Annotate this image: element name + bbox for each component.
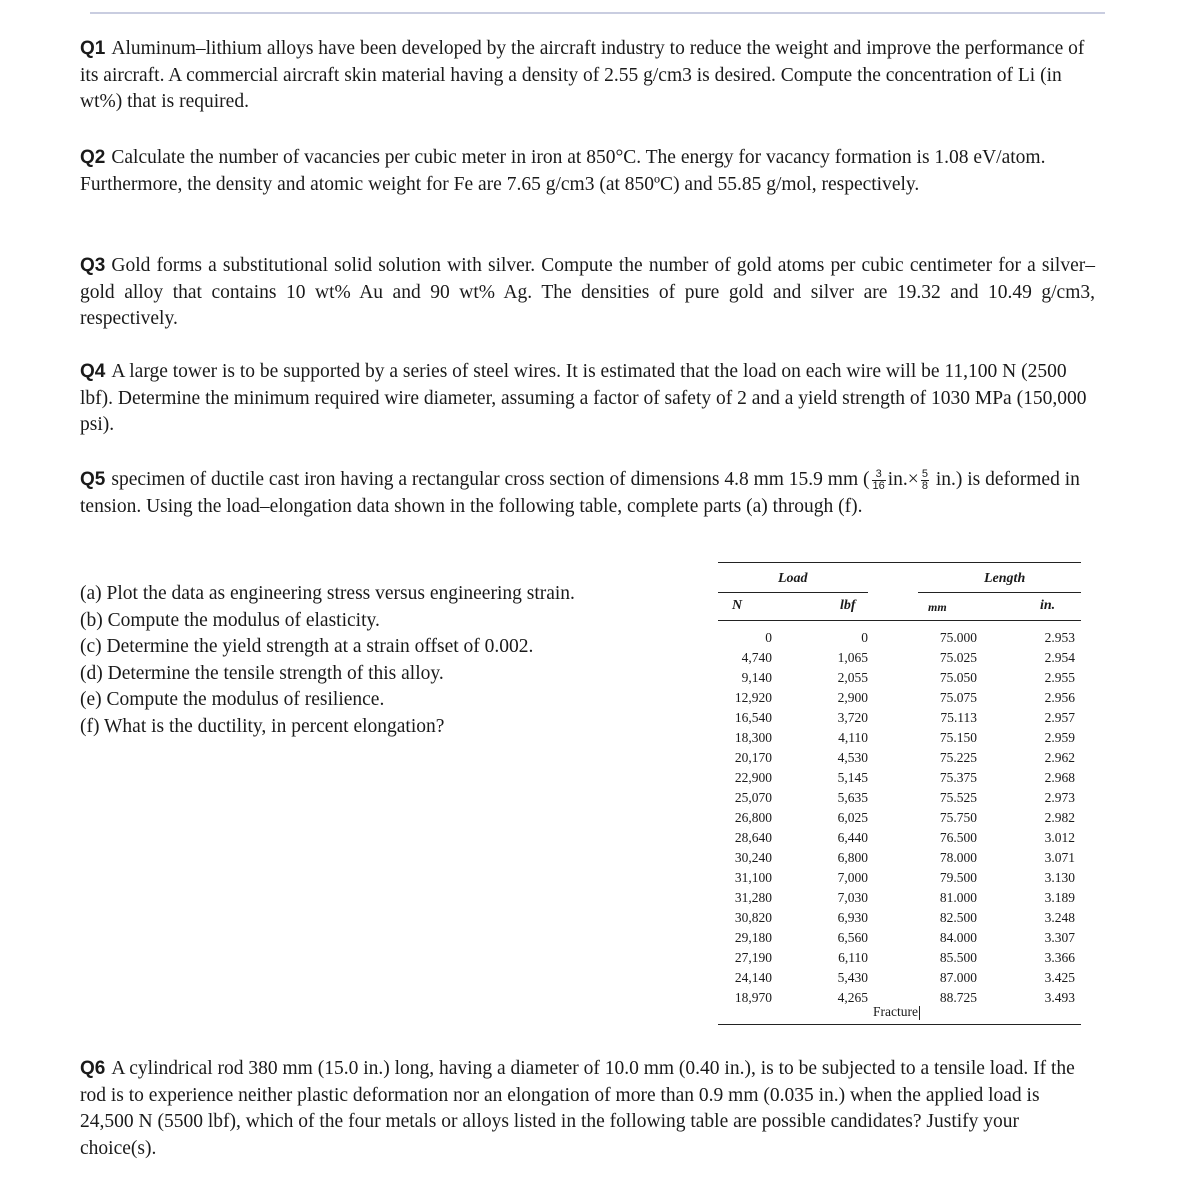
table-cell: 2.955 bbox=[1044, 670, 1075, 685]
table-cell: 6,930 bbox=[837, 910, 868, 925]
top-divider bbox=[90, 12, 1105, 14]
table-cell: 20,170 bbox=[734, 750, 772, 765]
table-cell: 18,970 bbox=[734, 990, 772, 1005]
table-cell: 3.493 bbox=[1044, 990, 1075, 1005]
table-cell: 31,100 bbox=[734, 870, 772, 885]
column-newtons bbox=[718, 628, 772, 1008]
table-cell: 2.954 bbox=[1044, 650, 1075, 665]
table-top-rule bbox=[718, 562, 1081, 563]
question-5-parts bbox=[80, 581, 700, 740]
table-cell: 5,145 bbox=[837, 770, 868, 785]
table-cell: 6,800 bbox=[837, 850, 868, 865]
table-cell: 12,920 bbox=[734, 690, 772, 705]
length-group-rule bbox=[918, 592, 1081, 593]
table-cell: 4,740 bbox=[741, 650, 772, 665]
table-cell: 0 bbox=[861, 630, 868, 645]
table-cell: 7,030 bbox=[837, 890, 868, 905]
fraction-three-sixteenths: $\frac{3}{16}$ bbox=[872, 468, 885, 493]
question-1 bbox=[80, 36, 1095, 116]
question-text: A cylindrical rod 380 mm (15.0 in.) long, having a diameter of 10.0 mm (0.40 in.), is to be subjected to a tensile load. If the rod is to experience neither plastic deformation nor an elongation of more than 0.9 mm (0.035 in.) when the applied load is 24,500 N (5500 lbf), which of the four metals or alloys listed in the following table are possible candidates? Justify your choice(s). bbox=[80, 1058, 1075, 1159]
table-cell: 76.500 bbox=[939, 830, 977, 845]
table-cell: 3.071 bbox=[1044, 850, 1075, 865]
table-cell: 2,055 bbox=[837, 670, 868, 685]
header-lbf: lbf bbox=[840, 598, 856, 613]
question-text: Gold forms a substitutional solid solution with silver. Compute the number of gold atoms per cubic centimeter for a silver–gold alloy that contains 10 wt% Au and 90 wt% Ag. The densities of pure gold and silver are 19.32 and 10.49 g/cm3, respectively. bbox=[80, 255, 1095, 329]
table-cell: 3.189 bbox=[1044, 890, 1075, 905]
header-in: in. bbox=[1040, 598, 1056, 613]
table-cell: 2.968 bbox=[1044, 770, 1075, 785]
question-number: Q3 bbox=[80, 255, 106, 276]
table-cell: 2.953 bbox=[1044, 630, 1075, 645]
question-text: Calculate the number of vacancies per cubic meter in iron at 850°C. The energy for vacancy formation is 1.08 eV/atom. Furthermore, the density and atomic weight for Fe are 7.65 g/cm3 (at 850ºC) and 55.85 g/mol, respectively. bbox=[80, 147, 1046, 195]
column-lbf bbox=[808, 628, 868, 1008]
load-group-rule bbox=[718, 592, 868, 593]
question-2 bbox=[80, 145, 1095, 198]
table-cell: 29,180 bbox=[734, 930, 772, 945]
table-cell: 75.150 bbox=[939, 730, 977, 745]
table-cell: 87.000 bbox=[939, 970, 977, 985]
question-3 bbox=[80, 253, 1095, 333]
table-cell: 2.959 bbox=[1044, 730, 1075, 745]
table-cell: 75.525 bbox=[939, 790, 977, 805]
part-c: (c) Determine the yield strength at a strain offset of 0.002. bbox=[80, 636, 534, 657]
table-cell: 2.957 bbox=[1044, 710, 1075, 725]
table-cell: 75.375 bbox=[939, 770, 977, 785]
table-cell: 1,065 bbox=[837, 650, 868, 665]
table-cell: 3.012 bbox=[1044, 830, 1075, 845]
column-mm bbox=[913, 628, 977, 1008]
table-cell: 7,000 bbox=[837, 870, 868, 885]
table-bottom-rule bbox=[718, 1024, 1081, 1025]
header-mm: mm bbox=[928, 600, 947, 614]
question-text-after: in.) is deformed in tension. Using the load–elongation data shown in the following table, complete parts (a) through (f). bbox=[80, 469, 1080, 517]
table-cell: 4,110 bbox=[838, 730, 868, 745]
header-load: Load bbox=[778, 571, 808, 586]
part-d: (d) Determine the tensile strength of this alloy. bbox=[80, 662, 444, 684]
table-cell: 79.500 bbox=[939, 870, 977, 885]
part-a: (a) Plot the data as engineering stress versus engineering strain. bbox=[80, 583, 575, 604]
table-cell: 3.307 bbox=[1044, 930, 1075, 945]
table-cell: 5,635 bbox=[837, 790, 868, 805]
table-cell: 4,265 bbox=[837, 990, 868, 1005]
table-cell: 4,530 bbox=[837, 750, 868, 765]
table-cell: 75.050 bbox=[939, 670, 977, 685]
table-cell: 3.130 bbox=[1044, 870, 1075, 885]
question-4 bbox=[80, 359, 1095, 439]
question-text-mid: in.× bbox=[887, 469, 919, 490]
table-cell: 75.113 bbox=[940, 710, 977, 725]
table-cell: 26,800 bbox=[734, 810, 772, 825]
table-cell: 85.500 bbox=[939, 950, 977, 965]
table-cell: 6,110 bbox=[838, 950, 868, 965]
table-cell: 75.025 bbox=[939, 650, 977, 665]
question-5 bbox=[80, 467, 1095, 520]
question-number: Q5 bbox=[80, 469, 106, 490]
question-number: Q4 bbox=[80, 361, 106, 382]
question-number: Q6 bbox=[80, 1058, 106, 1079]
table-cell: 84.000 bbox=[939, 930, 977, 945]
fraction-five-eighths: $\frac{5}{8}$ bbox=[921, 468, 928, 493]
question-number: Q2 bbox=[80, 147, 106, 168]
header-n: N bbox=[732, 598, 743, 613]
question-text: A large tower is to be supported by a series of steel wires. It is estimated that the load on each wire will be 11,100 N (2500 lbf). Determine the minimum required wire diameter, assuming a factor of safety of 2 and a yield strength of 1030 MPa (150,000 psi). bbox=[80, 361, 1087, 435]
question-text-before: specimen of ductile cast iron having a rectangular cross section of dimensions 4.8 mm 15.9 mm ( bbox=[111, 469, 870, 490]
question-text: Aluminum–lithium alloys have been developed by the aircraft industry to reduce the weight and improve the performance of its aircraft. A commercial aircraft skin material having a density of 2.55 g/cm3 is desired. Compute the concentration of Li (in wt%) that is required. bbox=[80, 38, 1085, 112]
table-cell: 81.000 bbox=[939, 890, 977, 905]
table-cell: 6,025 bbox=[837, 810, 868, 825]
part-f: (f) What is the ductility, in percent elongation? bbox=[80, 715, 445, 737]
table-cell: 6,560 bbox=[837, 930, 868, 945]
table-cell: 3.366 bbox=[1044, 950, 1075, 965]
table-cell: 2.962 bbox=[1044, 750, 1075, 765]
table-cell: 3.425 bbox=[1044, 970, 1075, 985]
table-cell: 30,820 bbox=[734, 910, 772, 925]
table-cell: 24,140 bbox=[734, 970, 772, 985]
fracture-label: Fracture bbox=[873, 1004, 918, 1019]
table-cell: 0 bbox=[765, 630, 772, 645]
table-cell: 75.075 bbox=[939, 690, 977, 705]
table-cell: 22,900 bbox=[734, 770, 772, 785]
table-cell: 75.750 bbox=[939, 810, 977, 825]
table-cell: 30,240 bbox=[734, 850, 772, 865]
table-cell: 78.000 bbox=[939, 850, 977, 865]
table-cell: 3.248 bbox=[1044, 910, 1075, 925]
part-e: (e) Compute the modulus of resilience. bbox=[80, 689, 385, 710]
table-cell: 25,070 bbox=[734, 790, 772, 805]
table-cell: 88.725 bbox=[939, 990, 977, 1005]
table-cell: 2.982 bbox=[1044, 810, 1075, 825]
table-cell: 75.225 bbox=[939, 750, 977, 765]
part-b: (b) Compute the modulus of elasticity. bbox=[80, 609, 380, 631]
header-bottom-rule bbox=[718, 620, 1081, 621]
question-number: Q1 bbox=[80, 38, 106, 59]
table-cell: 2.973 bbox=[1044, 790, 1075, 805]
table-cell: 3,720 bbox=[837, 710, 868, 725]
column-in bbox=[1018, 628, 1075, 1008]
table-cell: 9,140 bbox=[741, 670, 772, 685]
table-cell: 2,900 bbox=[837, 690, 868, 705]
table-cell: 31,280 bbox=[734, 890, 772, 905]
table-cell: 5,430 bbox=[837, 970, 868, 985]
table-cell: 82.500 bbox=[939, 910, 977, 925]
table-cell: 27,190 bbox=[734, 950, 772, 965]
header-length: Length bbox=[984, 571, 1026, 586]
table-cell: 18,300 bbox=[734, 730, 772, 745]
table-cell: 2.956 bbox=[1044, 690, 1075, 705]
question-6 bbox=[80, 1056, 1095, 1162]
table-cell: 75.000 bbox=[939, 630, 977, 645]
table-cell: 6,440 bbox=[837, 830, 868, 845]
table-cell: 16,540 bbox=[734, 710, 772, 725]
table-cell: 28,640 bbox=[734, 830, 772, 845]
